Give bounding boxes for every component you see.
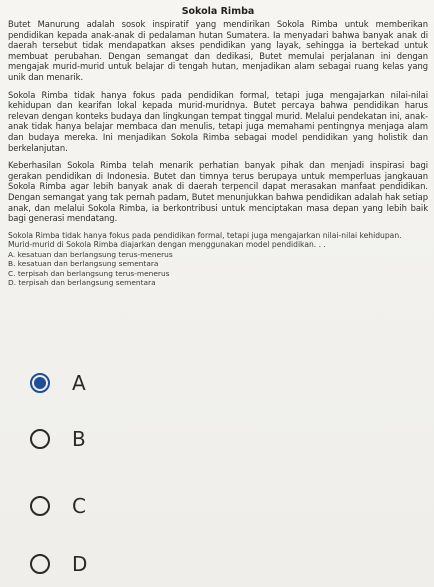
- radio-button-a-selected[interactable]: [30, 373, 50, 393]
- passage-paragraph-1: Butet Manurung adalah sosok inspiratif yang mendirikan Sokola Rimba untuk memberikan pendidikan kepada anak-anak di pedalaman hutan Sumatera. Ia menyadari bahwa banyak anak di daerah tersebut tidak mendapatkan akses pendidikan yang layak, sehingga ia bertekad untuk membuat perubahan. Dengan semangat dan dedikasi, Butet memulai perjalanan ini dengan mengajak murid-murid untuk belajar di tengah hutan, menjadikan alam sebagai ruang kelas yang unik dan menarik.: [8, 19, 428, 82]
- question-option-b: B. kesatuan dan berlangsung sementara: [8, 259, 159, 269]
- answer-option-b[interactable]: [30, 428, 86, 450]
- radio-button-b[interactable]: [30, 429, 50, 449]
- passage-paragraph-2: Sokola Rimba tidak hanya fokus pada pendidikan formal, tetapi juga mengajarkan nilai-nilai kehidupan dan kearifan lokal kepada murid-muridnya. Butet percaya bahwa pendidikan harus relevan dengan konteks budaya dan lingkungan tempat tinggal murid. Melalui pendekatan ini, anak-anak tidak hanya belajar membaca dan menulis, tetapi juga memahami pentingnya menjaga alam dan budaya mereka. Ini menjadikan Sokola Rimba sebagai model pendidikan yang holistik dan berkelanjutan.: [8, 89, 428, 153]
- radio-button-d[interactable]: [30, 554, 50, 574]
- answer-option-c[interactable]: [30, 495, 86, 517]
- answer-option-d[interactable]: [30, 553, 87, 575]
- reading-passage: [8, 6, 428, 288]
- question-option-a: A. kesatuan dan berlangsung terus-menerus: [8, 249, 173, 259]
- radio-button-c[interactable]: [30, 496, 50, 516]
- question-option-c: C. terpisah dan berlangsung terus-menerus: [8, 268, 170, 278]
- question-option-d: D. terpisah dan berlangsung sementara: [8, 278, 156, 288]
- answer-label-b: B: [72, 427, 86, 451]
- question-block: [8, 231, 428, 288]
- question-text: Sokola Rimba tidak hanya fokus pada pendidikan formal, tetapi juga mengajarkan nilai-nilai kehidupan. Murid-murid di Sokola Rimba diajarkan dengan menggunakan model pendidikan. . .: [8, 230, 402, 250]
- answer-label-c: C: [72, 494, 86, 518]
- radio-selected-dot: [34, 377, 46, 389]
- passage-paragraph-3: Keberhasilan Sokola Rimba telah menarik perhatian banyak pihak dan menjadi inspirasi bagi gerakan pendidikan di Indonesia. Butet dan timnya terus berupaya untuk memperluas jangkauan Sokola Rimba agar lebih banyak anak di daerah terpencil dapat merasakan manfaat pendidikan. Dengan semangat yang tak pernah padam, Butet menunjukkan bahwa pendidikan adalah hak setiap anak, dan melalui Sokola Rimba, ia berkontribusi untuk menciptakan masa depan yang lebih baik bagi generasi mendatang.: [8, 160, 428, 224]
- passage-title: Sokola Rimba: [181, 6, 255, 17]
- answer-option-a[interactable]: [30, 372, 86, 394]
- answer-label-a: A: [72, 371, 86, 395]
- answer-label-d: D: [72, 552, 88, 576]
